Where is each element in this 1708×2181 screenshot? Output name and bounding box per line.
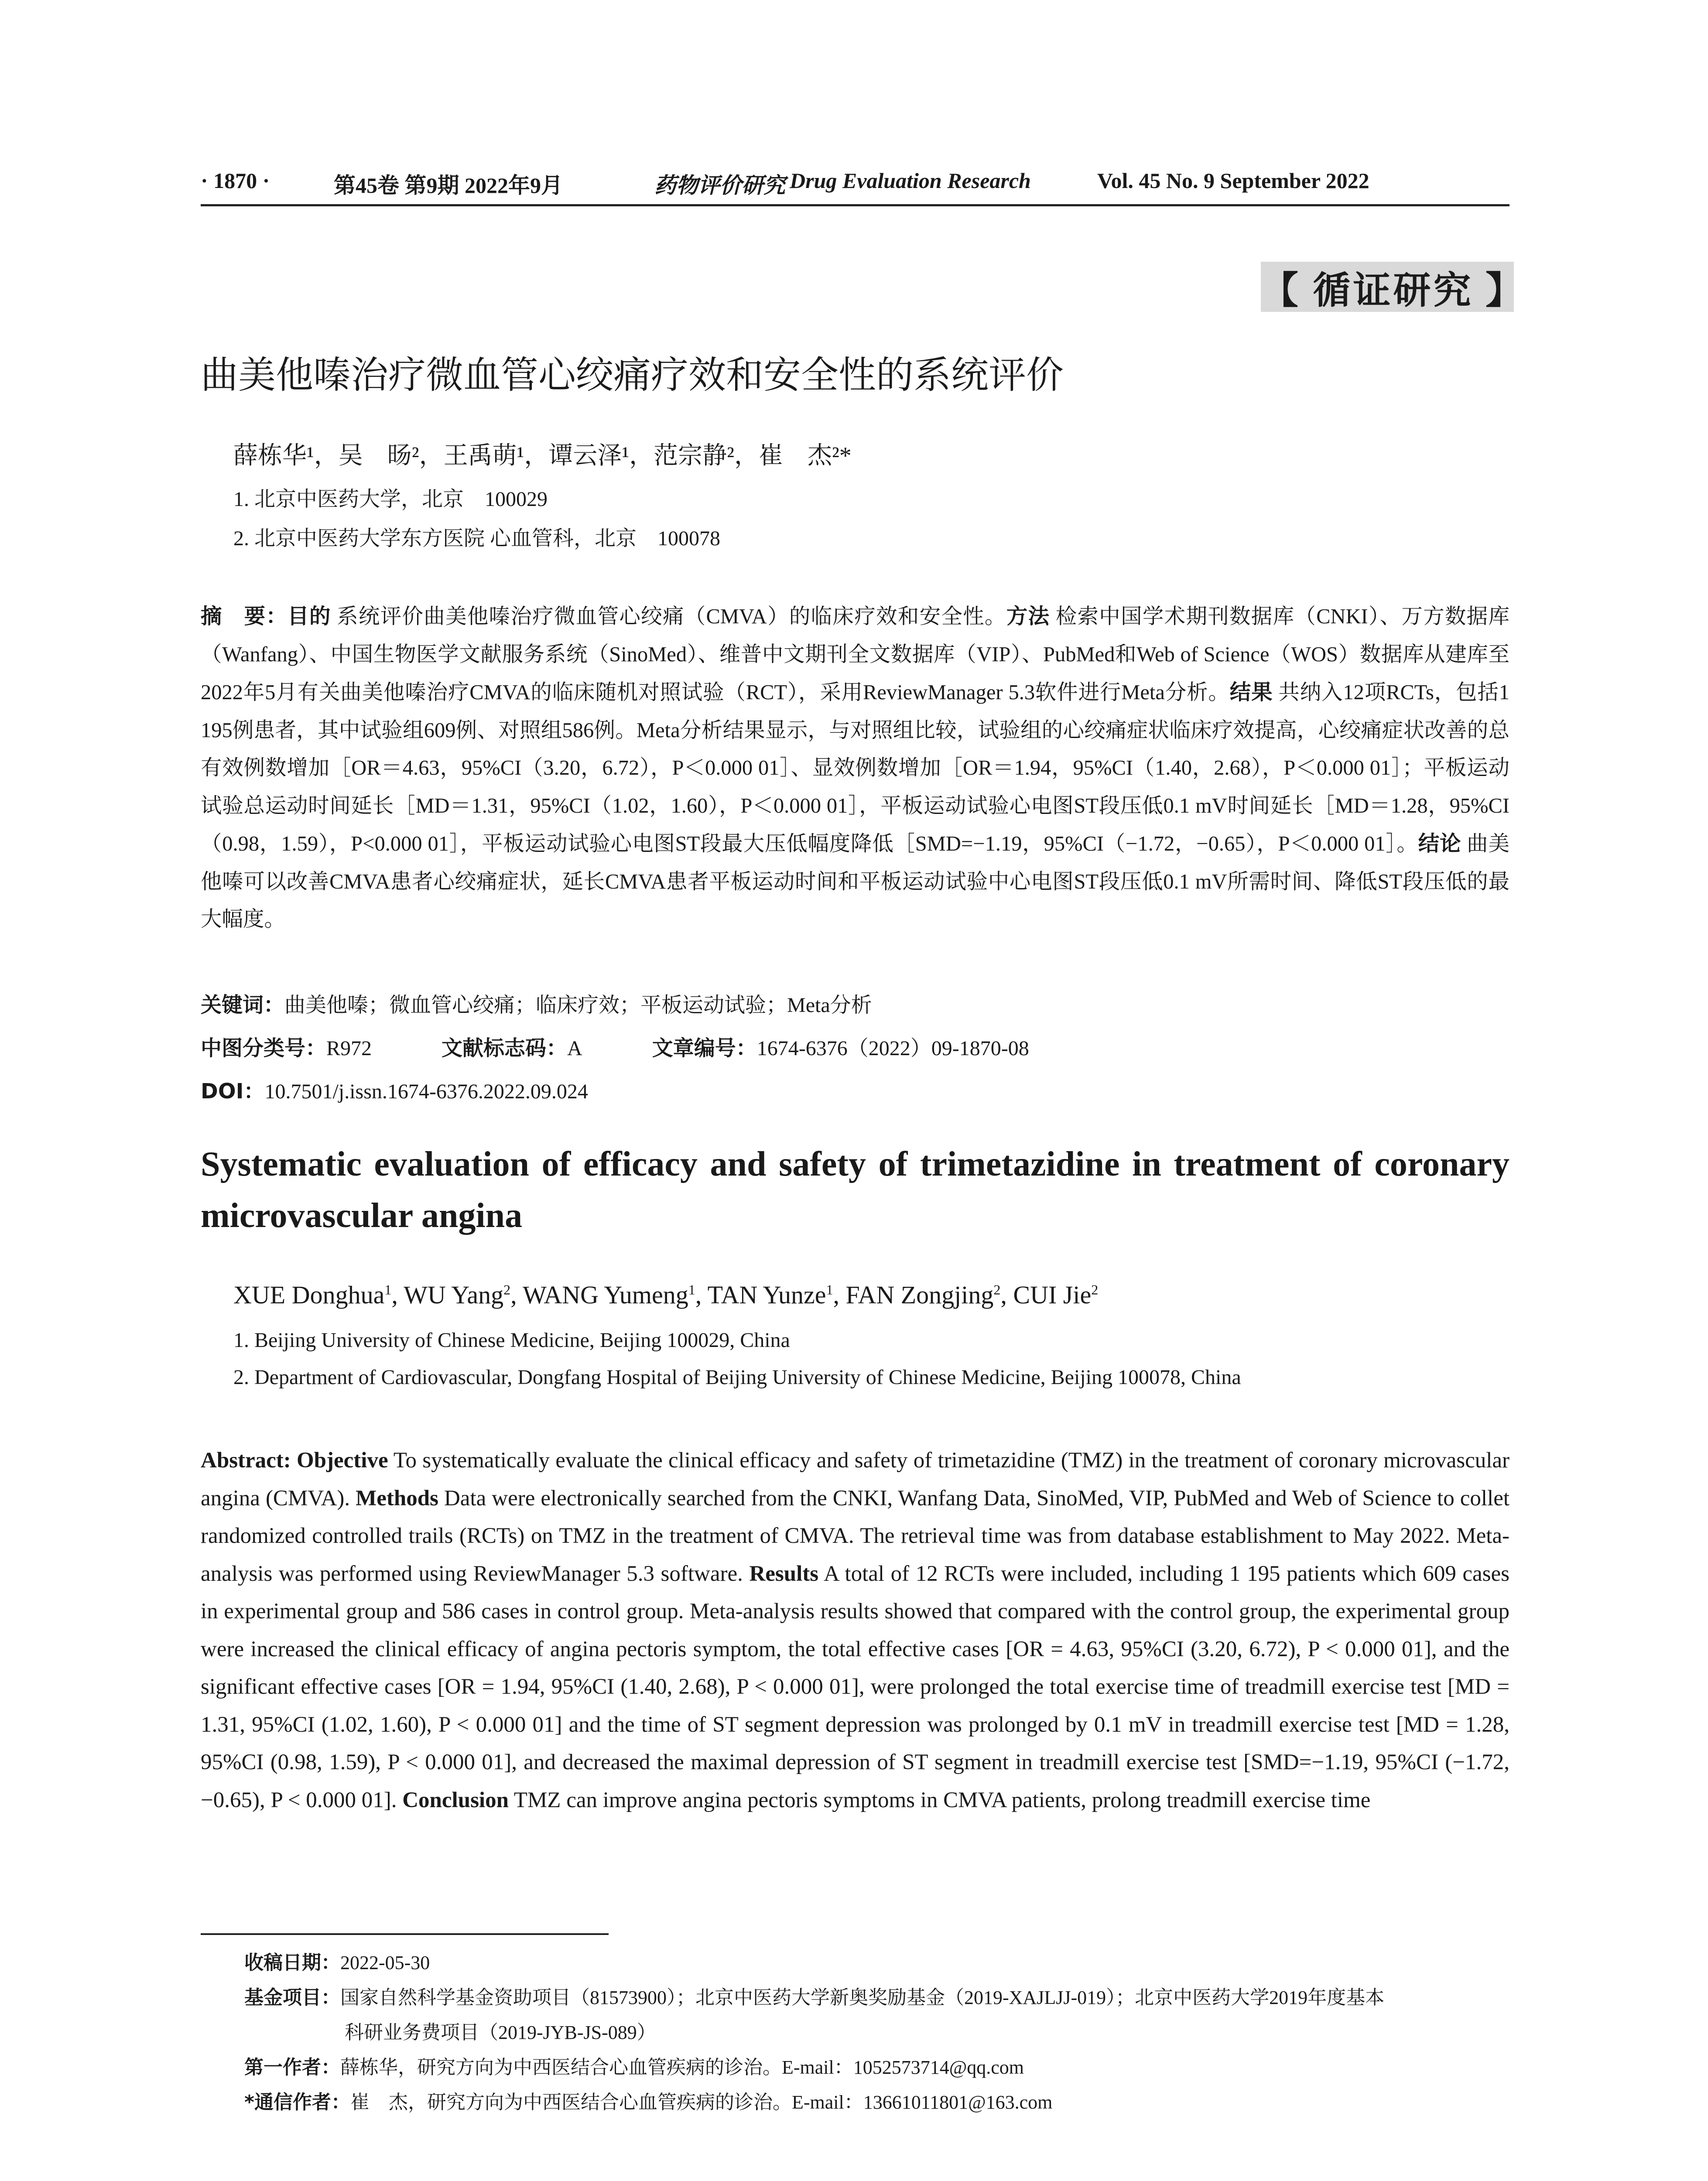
author-en: FAN Zongjing [845,1281,994,1309]
keywords-value: 曲美他嗪；微血管心绞痛；临床疗效；平板运动试验；Meta分析 [284,994,872,1017]
corresponding-value: 崔 杰，研究方向为中西医结合心血管疾病的诊治。E-mail：13661011801@163.com [350,2092,1053,2113]
objective-en-label: Objective [297,1448,388,1473]
methods-en-text: Data were electronically searched from the CNKI, Wanfang Data, SinoMed, VIP, PubMed and Web of Science to collet randomized controlled trails (RCTs) on TMZ in the treatment of CMVA. The retrieval time was from database establishment to May 2022. Meta-analysis was performed using ReviewManager 5.3 software. [201,1486,1509,1586]
corresponding-author-note [244,2085,1509,2120]
affiliation-en-1: 1. Beijing University of Chinese Medicine, Beijing 100029, China [233,1329,790,1352]
doi-label: DOI： [201,1079,265,1104]
affiliation-cn-2: 2. 北京中医药大学东方医院 心血管科，北京 100078 [233,527,721,550]
title-cn: 曲美他嗪治疗微血管心绞痛疗效和安全性的系统评价 [201,353,1064,397]
running-header [201,168,1509,207]
objective-en-text: To systematically evaluate the clinical efficacy and safety of trimetazidine (TMZ) in the treatment of coronary microvascular angina (CMVA). [201,1448,1509,1511]
fund-value-1: 国家自然科学基金资助项目（81573900）；北京中医药大学新奥奖励基金（2019-XAJLJJ-019）；北京中医药大学2019年度基本 [340,1987,1385,2008]
footnotes [244,1945,1509,2120]
classification-line [201,1027,1509,1070]
results-en-label: Results [749,1561,819,1586]
keywords-cn [201,984,1509,1027]
abstract-en [201,1442,1509,1819]
author-sup: 1 [384,1282,392,1298]
affiliation-cn-1: 1. 北京中医药大学，北京 100029 [233,488,548,511]
first-author-note [244,2050,1509,2085]
doi-line [201,1070,1509,1113]
methods-en-label: Methods [356,1486,438,1511]
footnote-divider [201,1933,609,1935]
article-number-label: 文章编号： [652,1036,757,1060]
issue-cn: 第45卷 第9期 2022年9月 [334,173,563,198]
results-cn-text: 共纳入12项RCTs，包括1 195例患者，其中试验组609例、对照组586例。Meta分析结果显示，与对照组比较，试验组的心绞痛症状临床疗效提高，心绞痛症状改善的总有效例数增加［OR＝4.63，95%CI（3.20，6.72），P＜0.000 01］、显效例数增加［OR＝1.94，95%CI（1.40，2.68），P＜0.000 01］；平板运动试验总运动时间延长［MD＝1.31，95%CI（1.02，1.60），P＜0.000 01］，平板运动试验心电图ST段压低0.1 mV时间延长［MD＝1.28，95%CI（0.98，1.59），P<0.000 01］，平板运动试验心电图ST段最大压低幅度降低［SMD=−1.19，95%CI（−1.72，−0.65），P＜0.000 01］。 [201,681,1509,855]
conclusion-cn-label: 结论 [1418,831,1462,856]
author-sup: 2 [993,1282,1001,1298]
fund-label: 基金项目： [244,1986,340,2009]
authors-cn: 薛栋华¹，吴 旸²，王禹萌¹，谭云泽¹，范宗静²，崔 杰²* [233,442,852,469]
authors-en: XUE Donghua$^1$, WU Yang$^2$, WANG Yumeng$^1$, TAN Yunze$^1$, FAN Zongjing$^2$, CUI Jie$^2$ [233,1281,1099,1309]
conclusion-cn-text: 曲美他嗪可以改善CMVA患者心绞痛症状，延长CMVA患者平板运动时间和平板运动试验中心电图ST段压低0.1 mV所需时间、降低ST段压低的最大幅度。 [201,832,1509,931]
abstract-cn-label: 摘 要： [201,604,288,629]
header-divider [201,204,1509,206]
fund-info-continued [244,2015,1509,2050]
clc-label: 中图分类号： [201,1036,327,1060]
affiliation-en-2: 2. Department of Cardiovascular, Dongfang Hospital of Beijing University of Chinese Medicine, Beijing 100078, China [233,1366,1241,1389]
page-number: · 1870 · [201,168,270,193]
title-en: Systematic evaluation of efficacy and safety of trimetazidine in treatment of coronary microvascular angina [201,1145,1509,1235]
objective-cn-label: 目的 [288,604,331,629]
objective-cn-text: 系统评价曲美他嗪治疗微血管心绞痛（CMVA）的临床疗效和安全性。 [331,605,1006,628]
author-en: TAN Yunze [707,1281,826,1309]
author-sup: 2 [503,1282,511,1298]
author-en: WANG Yumeng [523,1281,688,1309]
methods-cn-label: 方法 [1006,604,1050,629]
section-tag: 【 循证研究 】 [1261,262,1514,312]
corresponding-label: *通信作者： [244,2091,351,2113]
abstract-cn [201,598,1509,939]
journal-logo-cn: 药物评价研究 [654,172,785,198]
doc-code-value: A [567,1037,582,1060]
doc-code-label: 文献标志码： [442,1036,568,1060]
clc-value: R972 [326,1037,372,1060]
fund-info [244,1980,1509,2015]
author-sup: 1 [826,1282,833,1298]
received-date [244,1945,1509,1980]
methods-cn-text: 检索中国学术期刊数据库（CNKI）、万方数据库（Wanfang）、中国生物医学文献服务系统（SinoMed）、维普中文期刊全文数据库（VIP）、PubMed和Web of Science（WOS）数据库从建库至2022年5月有关曲美他嗪治疗CMVA的临床随机对照试验（RCT），采用ReviewManager 5.3软件进行Meta分析。 [201,605,1509,704]
keywords-label: 关键词： [201,993,285,1017]
abstract-en-label: Abstract: [201,1448,291,1473]
results-cn-label: 结果 [1229,680,1273,704]
doi-value[interactable]: 10.7501/j.issn.1674-6376.2022.09.024 [264,1080,588,1103]
received-label: 收稿日期： [244,1952,340,1974]
fund-value-2: 科研业务费项目（2019-JYB-JS-089） [345,2022,656,2043]
author-sup: 2 [1091,1282,1099,1298]
first-author-value: 薛栋华，研究方向为中西医结合心血管疾病的诊治。E-mail：1052573714@qq.com [340,2057,1024,2078]
results-en-text: A total of 12 RCTs were included, including 1 195 patients which 609 cases in experimental group and 586 cases in control group. Meta-analysis results showed that compared with the control group, the experimental group were increased the clinical efficacy of angina pectoris symptom, the total effective cases [OR = 4.63, 95%CI (3.20, 6.72), P < 0.000 01], and the significant effective cases [OR = 1.94, 95%CI (1.40, 2.68), P < 0.000 01], were prolonged the total exercise time of treadmill exercise test [MD = 1.31, 95%CI (1.02, 1.60), P < 0.000 01] and the time of ST segment depression was prolonged by 0.1 mV in treadmill exercise test [MD = 1.28, 95%CI (0.98, 1.59), P < 0.000 01], and decreased the maximal depression of ST segment in treadmill exercise test [SMD=−1.19, 95%CI (−1.72, −0.65), P < 0.000 01]. [201,1561,1509,1812]
conclusion-en-label: Conclusion [402,1788,509,1812]
issue-en: Vol. 45 No. 9 September 2022 [1097,168,1369,193]
conclusion-en-text: TMZ can improve angina pectoris symptoms in CMVA patients, prolong treadmill exercise time [508,1788,1371,1812]
author-en: CUI Jie [1013,1281,1092,1309]
author-en: XUE Donghua [233,1281,385,1309]
received-value: 2022-05-30 [340,1952,430,1973]
article-number-value: 1674-6376（2022）09-1870-08 [756,1037,1029,1060]
article-meta [201,984,1509,1113]
journal-name-en: Drug Evaluation Research [790,168,1031,193]
first-author-label: 第一作者： [244,2056,340,2078]
author-en: WU Yang [404,1281,504,1309]
author-sup: 1 [688,1282,695,1298]
